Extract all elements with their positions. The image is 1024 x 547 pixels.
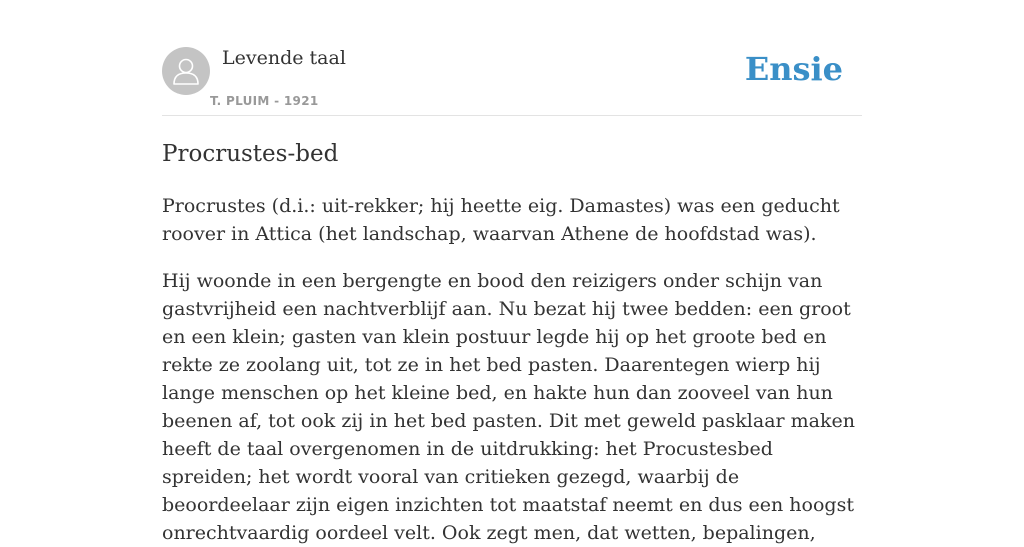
entry-paragraph: Hij woonde in een bergengte en bood den reizigers onder schijn van gastvrijheid een nachtverblijf aan. Nu bezat hij twee bedden: een groot en een klein; gasten van klein postuur legde hij op het groote bed en rekte ze zoolang uit, tot ze in het bed pasten. Daarentegen wierp hij lange menschen op het kleine bed, en hakte hun dan zooveel van hun beenen af, tot ook zij in het bed pasten. Dit met geweld pasklaar maken heeft de taal overgenomen in de uitdrukking: het Procustesbed spreiden; het wordt vooral van critieken gezegd, waarbij de beoordeelaar zijn eigen inzichten tot maatstaf neemt en dus een hoogst onrechtvaardig oordeel velt. Ook zegt men, dat wetten, bepalingen, [162,270,855,544]
book-title[interactable]: Levende taal [222,47,346,69]
author-byline: T. PLUIM - 1921 [210,94,319,108]
entry-paragraph: Procrustes (d.i.: uit-rekker; hij heette eig. Damastes) was een geducht roover in Attica (het landschap, waarvan Athene de hoofdstad was). [162,195,840,245]
ensie-logo[interactable]: Ensie [744,50,843,88]
entry-content [162,136,862,547]
user-icon [162,47,210,95]
entry-title: Procrustes-bed [162,141,339,167]
header [162,0,862,116]
author-avatar[interactable] [162,47,210,95]
